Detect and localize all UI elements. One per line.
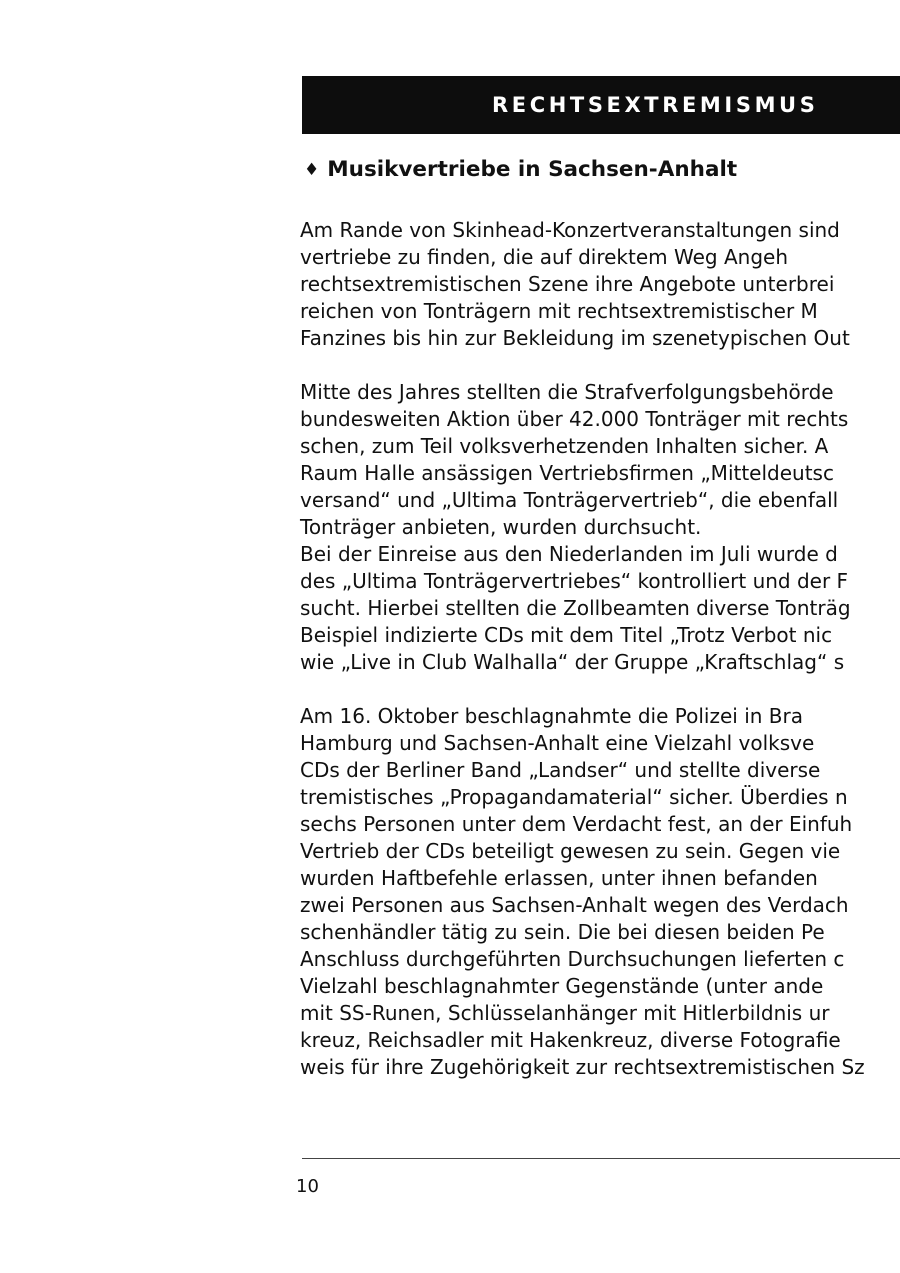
page-number: 10	[296, 1176, 319, 1197]
text-line: Vertrieb der CDs beteiligt gewesen zu sein. Gegen vie	[300, 839, 841, 863]
text-line: wie „Live in Club Walhalla“ der Gruppe „Kraftschlag“ s	[300, 650, 845, 674]
text-line: Mitte des Jahres stellten die Strafverfolgungsbehörde	[300, 380, 834, 404]
text-line: wurden Haftbefehle erlassen, unter ihnen befanden	[300, 866, 818, 890]
text-line: Hamburg und Sachsen-Anhalt eine Vielzahl volksve	[300, 731, 815, 755]
text-line: bundesweiten Aktion über 42.000 Tonträger mit rechts	[300, 407, 849, 431]
text-line: Bei der Einreise aus den Niederlanden im Juli wurde d	[300, 542, 838, 566]
text-line: mit SS-Runen, Schlüsselanhänger mit Hitlerbildnis ur	[300, 1001, 830, 1025]
text-line: des „Ultima Tonträgervertriebes“ kontrolliert und der F	[300, 569, 849, 593]
text-line: Raum Halle ansässigen Vertriebsfirmen „Mitteldeutsc	[300, 461, 834, 485]
banner-title: RECHTSEXTREMISMUS	[492, 93, 819, 117]
text-line: weis für ihre Zugehörigkeit zur rechtsextremistischen Sz	[300, 1055, 865, 1079]
text-line: Fanzines bis hin zur Bekleidung im szenetypischen Out	[300, 326, 850, 350]
text-line: Anschluss durchgeführten Durchsuchungen lieferten c	[300, 947, 845, 971]
footer-divider	[302, 1158, 900, 1159]
text-line: kreuz, Reichsadler mit Hakenkreuz, diverse Fotografie	[300, 1028, 841, 1052]
text-line: Beispiel indizierte CDs mit dem Titel „Trotz Verbot nic	[300, 623, 833, 647]
section-heading	[304, 157, 737, 182]
text-line: Vielzahl beschlagnahmter Gegenstände (unter ande	[300, 974, 824, 998]
text-line: schen, zum Teil volksverhetzenden Inhalten sicher. A	[300, 434, 829, 458]
section-banner	[302, 76, 900, 134]
text-line: vertriebe zu finden, die auf direktem Weg Angeh	[300, 245, 788, 269]
text-line: rechtsextremistischen Szene ihre Angebote unterbrei	[300, 272, 835, 296]
text-line: Tonträger anbieten, wurden durchsucht.	[300, 515, 702, 539]
text-line: reichen von Tonträgern mit rechtsextremistischer M	[300, 299, 818, 323]
text-line: Am Rande von Skinhead-Konzertveranstaltungen sind	[300, 218, 840, 242]
text-line: tremistisches „Propagandamaterial“ sicher. Überdies n	[300, 785, 848, 809]
text-line: Am 16. Oktober beschlagnahmte die Polizei in Bra	[300, 704, 803, 728]
text-line: zwei Personen aus Sachsen-Anhalt wegen des Verdach	[300, 893, 849, 917]
text-line: schenhändler tätig zu sein. Die bei diesen beiden Pe	[300, 920, 825, 944]
diamond-bullet-icon: ♦	[304, 160, 320, 180]
text-line: versand“ und „Ultima Tonträgervertrieb“, die ebenfall	[300, 488, 839, 512]
section-heading-text: Musikvertriebe in Sachsen-Anhalt	[327, 157, 738, 182]
text-line: CDs der Berliner Band „Landser“ und stellte diverse	[300, 758, 821, 782]
text-line: sucht. Hierbei stellten die Zollbeamten diverse Tonträg	[300, 596, 851, 620]
text-line: sechs Personen unter dem Verdacht fest, an der Einfuh	[300, 812, 853, 836]
